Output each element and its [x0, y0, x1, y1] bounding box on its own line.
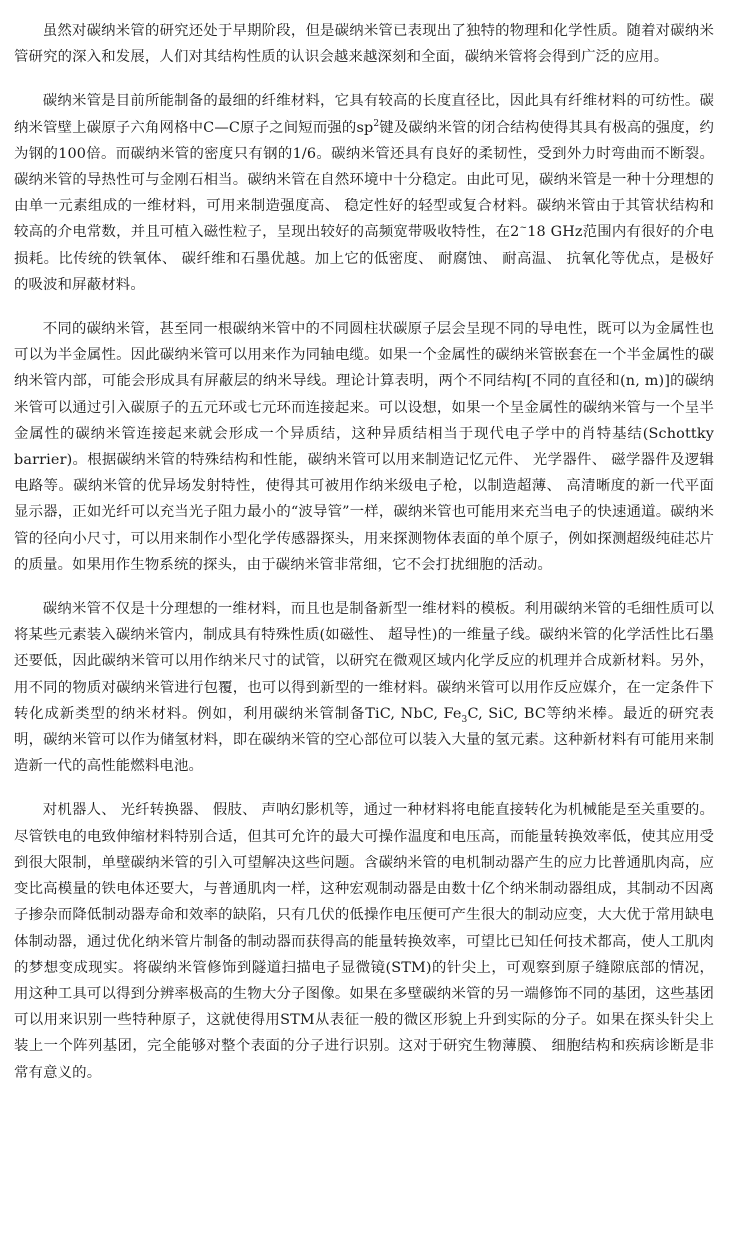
text-run: 虽然对碳纳米管的研究还处于早期阶段，但是碳纳米管已表现出了独特的物理和化学性质。随着对碳纳米管研究的深入和发展，人们对其结构性质的认识会越来越深刻和全面，碳纳米管将会得到广泛的应用。: [14, 23, 714, 66]
paragraph-mechanical-properties: [14, 88, 714, 298]
article-body: [14, 18, 714, 1104]
text-run: 键及碳纳米管的闭合结构使得其具有极高的强度，约为钢的100倍。而碳纳米管的密度只有钢的1/6。碳纳米管还具有良好的柔韧性，受到外力时弯曲而不断裂。碳纳米管的导热性可与金刚石相当。碳纳米管在自然环境中十分稳定。由此可见，碳纳米管是一种十分理想的由单一元素组成的一维材料，可用来制造强度高、 稳定性好的轻型或复合材料。碳纳米管由于其管状结构和较高的介电常数，并且可植入磁性粒子，呈现出较好的高频宽带吸收特性，在2: [14, 119, 714, 241]
superscript: ~: [519, 223, 528, 234]
text-run: 碳纳米管不仅是十分理想的一维材料，而且也是制备新型一维材料的模板。利用碳纳米管的毛细性质可以将某些元素装入碳纳米管内，制成具有特殊性质(如磁性、 超导性)的一维量子线。碳纳米管的化学活性比石墨还要低，因此碳纳米管可以用作纳米尺寸的试管，以研究在微观区域内化学反应的机理并合成新材料。另外，用不同的物质对碳纳米管进行包覆，也可以得到新型的一维材料。碳纳米管可以用作反应媒介，在一定条件下转化成新类型的纳米材料。例如，利用碳纳米管制备TiC, NbC, Fe: [14, 601, 714, 722]
paragraph-intro: [14, 18, 714, 70]
subscript: 3: [461, 714, 468, 725]
paragraph-actuators-stm: [14, 797, 714, 1085]
text-run: 18 GHz范围内有很好的介电损耗。比传统的铁氧体、 碳纤维和石墨优越。加上它的低密度、 耐腐蚀、 耐高温、 抗氧化等优点，是极好的吸波和屏蔽材料。: [14, 224, 714, 293]
text-run: 对机器人、 光纤转换器、 假肢、 声呐幻影机等，通过一种材料将电能直接转化为机械能是至关重要的。尽管铁电的电致伸缩材料特别合适，但其可允许的最大可操作温度和电压高，而能量转换效率低，使其应用受到很大限制，单壁碳纳米管的引入可望解决这些问题。含碳纳米管的电机制动器产生的应力比普通肌肉高，应变比高模量的铁电体还要大，与普通肌肉一样，这种宏观制动器是由数十亿个纳米制动器组成，其制动不因离子掺杂而降低制动器寿命和效率的缺陷，只有几伏的低操作电压便可产生很大的制动应变，大大优于常用缺电体制动器，通过优化纳米管片制备的制动器而获得高的能量转换效率，可望比已知任何技术都高，使人工肌肉的梦想变成现实。将碳纳米管修饰到隧道扫描电子显微镜(STM)的针尖上，可观察到原子缝隙底部的情况，用这种工具可以得到分辨率极高的生物大分子图像。如果在多壁碳纳米管的另一端修饰不同的基团，这些基团可以用来识别一些特种原子，这就使得用STM从表征一般的微区形貌上升到实际的分子。如果在探头针尖上装上一个阵列基团，完全能够对整个表面的分子进行识别。这对于研究生物薄膜、 细胞结构和疾病诊断是非常有意义的。: [14, 802, 714, 1081]
text-run: 不同的碳纳米管，甚至同一根碳纳米管中的不同圆柱状碳原子层会呈现不同的导电性，既可以为金属性也可以为半金属性。因此碳纳米管可以用来作为同轴电缆。如果一个金属性的碳纳米管嵌套在一个半金属性的碳纳米管内部，可能会形成具有屏蔽层的纳米导线。理论计算表明，两个不同结构[不同的直径和(n, m)]的碳纳米管可以通过引入碳原子的五元环或七元环而连接起来。可以设想，如果一个呈金属性的碳纳米管与一个呈半金属性的碳纳米管连接起来就会形成一个异质结，这种异质结相当于现代电子学中的肖特基结(Schottky barrier)。根据碳纳米管的特殊结构和性能，碳纳米管可以用来制造记忆元件、 光学器件、 磁学器件及逻辑电路等。碳纳米管的优异场发射特性，使得其可被用作纳米级电子枪，以制造超薄、 高清晰度的新一代平面显示器，正如光纤可以充当光子阻力最小的“波导管”一样，碳纳米管也可能用来充当电子的快速通道。碳纳米管的径向小尺寸，可以用来制作小型化学传感器探头，用来探测物体表面的单个原子，例如探测超级纯硅芯片的质量。如果用作生物系统的探头，由于碳纳米管非常细，它不会打扰细胞的活动。: [14, 321, 714, 573]
text-run: 碳纳米管是目前所能制备的最细的纤维材料，它具有较高的长度直径比，因此具有纤维材料的可纺性。碳纳米管壁上碳原子六角网格中C—C原子之间短而强的sp: [14, 93, 714, 136]
superscript: 2: [373, 118, 380, 129]
paragraph-electrical-properties: [14, 316, 714, 578]
paragraph-template-materials: [14, 596, 714, 779]
text-run: C, SiC, BC等纳米棒。最近的研究表明，碳纳米管可以作为储氢材料，即在碳纳米管的空心部位可以装入大量的氢元素。这种新材料有可能用来制造新一代的高性能燃料电池。: [14, 705, 715, 775]
